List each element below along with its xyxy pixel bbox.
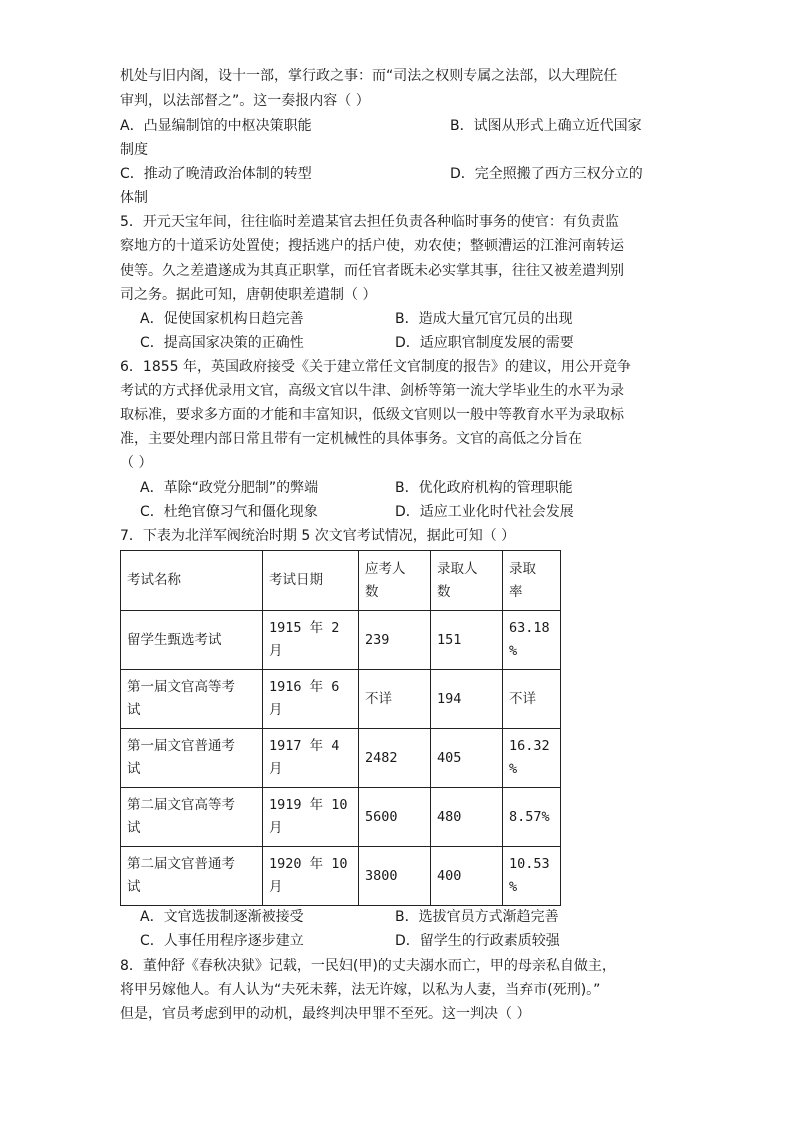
cell-exam-date: 1919 年 10 月 [263, 788, 359, 847]
cell-admitted: 400 [431, 847, 503, 906]
table-row [121, 788, 561, 847]
q7-option-d[interactable]: D．留学生的行政素质较强 [395, 933, 560, 949]
cell-applicants: 3800 [359, 847, 431, 906]
cell-applicants: 2482 [359, 729, 431, 788]
cell-applicants: 不详 [359, 670, 431, 729]
cell-rate: 不详 [503, 670, 561, 729]
cell-exam-name: 第二届文官普通考 试 [121, 847, 263, 906]
cell-rate: 10.53 % [503, 847, 561, 906]
header-applicants: 应考人 数 [359, 551, 431, 611]
cell-exam-name: 第一届文官普通考 试 [121, 729, 263, 788]
cell-rate: 8.57% [503, 788, 561, 847]
q6-line-3: 取标准，要求多方面的才能和丰富知识，低级文官则以一般中等教育水平为录取标 [120, 407, 624, 423]
q5-line-1: 5．开元天宝年间，往往临时差遣某官去担任负责各种临时事务的使官：有负责监 [120, 214, 619, 230]
q4-option-c[interactable]: C．推动了晚清政治体制的转型 [120, 166, 312, 182]
cell-exam-name: 第一届文官高等考 试 [121, 670, 263, 729]
table-row [121, 847, 561, 906]
q6-answer-blank: （ ） [120, 455, 153, 471]
q5-option-b[interactable]: B．造成大量冗官冗员的出现 [395, 311, 573, 327]
cell-exam-date: 1917 年 4 月 [263, 729, 359, 788]
q7-stem: 7．下表为北洋军阀统治时期 5 次文官考试情况，据此可知（ ） [120, 528, 516, 544]
table-row [121, 611, 561, 670]
cell-applicants: 5600 [359, 788, 431, 847]
cell-rate: 63.18 % [503, 611, 561, 670]
cell-admitted: 480 [431, 788, 503, 847]
table-row [121, 670, 561, 729]
q5-option-d[interactable]: D．适应职官制度发展的需要 [395, 335, 574, 351]
cell-admitted: 151 [431, 611, 503, 670]
header-rate: 录取 率 [503, 551, 561, 611]
q4-option-a[interactable]: A．凸显编制馆的中枢决策职能 [120, 118, 312, 134]
header-admitted: 录取人 数 [431, 551, 503, 611]
q8-line-3: 但是，官员考虑到甲的动机，最终判决甲罪不至死。这一判决（ ） [120, 1006, 531, 1022]
q7-option-a[interactable]: A．文官选拔制逐渐被接受 [140, 909, 304, 925]
q5-option-c[interactable]: C．提高国家决策的正确性 [140, 335, 304, 351]
q6-option-c[interactable]: C．杜绝官僚习气和僵化现象 [140, 504, 318, 520]
cell-admitted: 405 [431, 729, 503, 788]
cell-exam-date: 1920 年 10 月 [263, 847, 359, 906]
q4-line-2: 审判，以法部督之”。这一奏报内容（ ） [120, 93, 370, 109]
header-exam-name: 考试名称 [121, 551, 263, 611]
q4-option-b[interactable]: B．试图从形式上确立近代国家 [450, 118, 642, 134]
q8-line-1: 8．董仲舒《春秋决狱》记载，一民妇(甲)的丈夫溺水而亡，甲的母亲私自做主， [120, 958, 616, 974]
cell-rate: 16.32 % [503, 729, 561, 788]
cell-applicants: 239 [359, 611, 431, 670]
q6-line-4: 准，主要处理内部日常且带有一定机械性的具体事务。文官的高低之分旨在 [120, 431, 582, 447]
header-exam-date: 考试日期 [263, 551, 359, 611]
q7-option-b[interactable]: B．选拔官员方式渐趋完善 [395, 909, 559, 925]
cell-exam-name: 留学生甄选考试 [121, 611, 263, 670]
q6-option-b[interactable]: B．优化政府机构的管理职能 [395, 480, 573, 496]
q6-option-a[interactable]: A．革除“政党分肥制”的弊端 [140, 480, 319, 496]
q4-option-d-continued: 体制 [120, 190, 148, 206]
q5-line-4: 司之务。据此可知，唐朝使职差遣制（ ） [120, 287, 377, 303]
q6-line-1: 6．1855 年，英国政府接受《关于建立常任文官制度的报告》的建议，用公开竞争 [120, 359, 631, 375]
table-header-row [121, 551, 561, 611]
q4-option-d[interactable]: D．完全照搬了西方三权分立的 [450, 166, 643, 182]
q6-option-d[interactable]: D．适应工业化时代社会发展 [395, 504, 574, 520]
q6-line-2: 考试的方式择优录用文官，高级文官以牛津、剑桥等第一流大学毕业生的水平为录 [120, 383, 624, 399]
cell-exam-name: 第二届文官高等考 试 [121, 788, 263, 847]
q5-line-2: 察地方的十道采访处置使；搜括逃户的括户使，劝农使；整顿漕运的江淮河南转运 [120, 238, 624, 254]
q8-line-2: 将甲另嫁他人。有人认为“夫死未葬，法无许嫁，以私为人妻，当弃市(死刑)。” [120, 982, 601, 998]
exam-table [120, 550, 561, 906]
cell-admitted: 194 [431, 670, 503, 729]
table-row [121, 729, 561, 788]
q7-option-c[interactable]: C．人事任用程序逐步建立 [140, 933, 304, 949]
cell-exam-date: 1915 年 2 月 [263, 611, 359, 670]
q5-option-a[interactable]: A．促使国家机构日趋完善 [140, 311, 304, 327]
q4-option-b-continued: 制度 [120, 142, 148, 158]
q4-line-1: 机处与旧内阁，设十一部，掌行政之事：而“司法之权则专属之法部，以大理院任 [120, 68, 618, 84]
cell-exam-date: 1916 年 6 月 [263, 670, 359, 729]
q5-line-3: 使等。久之差遣遂成为其真正职掌，而任官者既未必实掌其事，往往又被差遣判别 [120, 263, 624, 279]
